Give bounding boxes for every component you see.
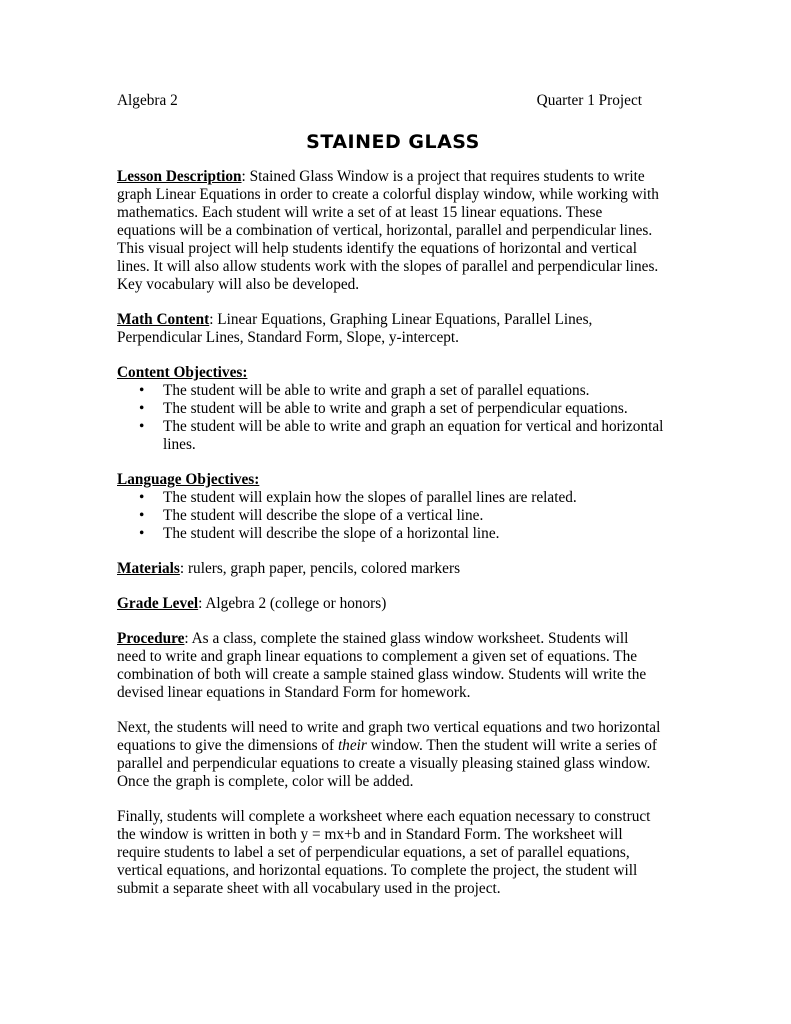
emphasis-text: their — [337, 737, 367, 754]
grade-level-text: : Algebra 2 (college or honors) — [198, 595, 387, 612]
lesson-description-line: Key vocabulary will also be developed. — [117, 276, 360, 293]
lesson-description-line: graph Linear Equations in order to create a colorful display window, while working with — [117, 186, 659, 203]
lesson-description-section — [117, 168, 673, 294]
math-content-heading: Math Content — [117, 311, 210, 328]
paragraph-line: Next, the students will need to write and graph two vertical equations and two horizontal — [117, 719, 661, 736]
procedure-section — [117, 630, 673, 702]
language-objectives-list — [117, 489, 673, 543]
lesson-description-line: This visual project will help students identify the equations of horizontal and vertical — [117, 240, 637, 257]
grade-level-heading: Grade Level — [117, 595, 199, 612]
grade-level-section — [117, 595, 673, 613]
lesson-description-line: lines. It will also allow students work with the slopes of parallel and perpendicular lines. — [117, 258, 659, 275]
math-content-line: Perpendicular Lines, Standard Form, Slope, y-intercept. — [117, 329, 459, 346]
course-label: Algebra 2 — [117, 92, 178, 109]
bullet-icon: • — [139, 507, 145, 524]
procedure-heading: Procedure — [117, 630, 185, 647]
materials-section — [117, 560, 673, 578]
document-page — [117, 92, 673, 898]
paragraph-line — [117, 737, 673, 755]
lesson-description-heading: Lesson Description — [117, 168, 242, 185]
list-item-text: The student will explain how the slopes of parallel lines are related. — [163, 489, 577, 506]
paragraph-line: parallel and perpendicular equations to create a visually pleasing stained glass window. — [117, 755, 651, 772]
bullet-icon: • — [139, 489, 145, 506]
project-label: Quarter 1 Project — [536, 92, 642, 109]
page-title: STAINED GLASS — [306, 131, 480, 153]
next-paragraph — [117, 719, 673, 791]
language-objectives-section — [117, 471, 673, 543]
list-item — [117, 418, 673, 454]
content-objectives-section — [117, 364, 673, 454]
list-item — [117, 400, 673, 418]
materials-text: : rulers, graph paper, pencils, colored markers — [179, 560, 461, 577]
paragraph-line: Finally, students will complete a worksheet where each equation necessary to construct — [117, 808, 651, 825]
list-item-text: The student will be able to write and graph a set of parallel equations. — [163, 382, 590, 399]
paragraph-line: submit a separate sheet with all vocabulary used in the project. — [117, 880, 501, 897]
lesson-description-line: mathematics. Each student will write a set of at least 15 linear equations. These — [117, 204, 603, 221]
paragraph-line: Once the graph is complete, color will be added. — [117, 773, 414, 790]
procedure-line: need to write and graph linear equations to complement a given set of equations. The — [117, 648, 638, 665]
math-content-line — [117, 311, 673, 329]
content-objectives-heading: Content Objectives: — [117, 364, 248, 381]
list-item-text: The student will describe the slope of a vertical line. — [163, 507, 484, 524]
bullet-icon: • — [139, 525, 145, 542]
language-objectives-heading: Language Objectives: — [117, 471, 260, 488]
list-item — [117, 507, 673, 525]
lesson-description-line — [117, 168, 673, 186]
procedure-text: : As a class, complete the stained glass window worksheet. Students will — [184, 630, 629, 647]
list-item — [117, 525, 673, 543]
bullet-icon: • — [139, 418, 145, 435]
finally-paragraph — [117, 808, 673, 898]
list-item-text: lines. — [163, 436, 196, 453]
bullet-icon: • — [139, 400, 145, 417]
procedure-line: devised linear equations in Standard Form for homework. — [117, 684, 471, 701]
lesson-description-line: equations will be a combination of vertical, horizontal, parallel and perpendicular lines. — [117, 222, 653, 239]
paragraph-text: equations to give the dimensions of — [117, 737, 338, 754]
page-header — [117, 92, 673, 110]
procedure-line: combination of both will create a sample stained glass window. Students will write the — [117, 666, 647, 683]
paragraph-text: window. Then the student will write a series of — [366, 737, 657, 754]
list-item-text: The student will describe the slope of a horizontal line. — [163, 525, 500, 542]
list-item-text: The student will be able to write and graph a set of perpendicular equations. — [163, 400, 628, 417]
lesson-description-text: : Stained Glass Window is a project that requires students to write — [241, 168, 645, 185]
paragraph-line: require students to label a set of perpendicular equations, a set of parallel equations, — [117, 844, 630, 861]
math-content-text: : Linear Equations, Graphing Linear Equations, Parallel Lines, — [209, 311, 593, 328]
list-item-text: The student will be able to write and graph an equation for vertical and horizontal — [163, 418, 664, 435]
bullet-icon: • — [139, 382, 145, 399]
paragraph-line: vertical equations, and horizontal equations. To complete the project, the student will — [117, 862, 638, 879]
paragraph-line: the window is written in both y = mx+b and in Standard Form. The worksheet will — [117, 826, 623, 843]
procedure-line — [117, 630, 673, 648]
materials-heading: Materials — [117, 560, 180, 577]
content-objectives-list — [117, 382, 673, 454]
math-content-section — [117, 311, 673, 347]
list-item — [117, 489, 673, 507]
list-item — [117, 382, 673, 400]
